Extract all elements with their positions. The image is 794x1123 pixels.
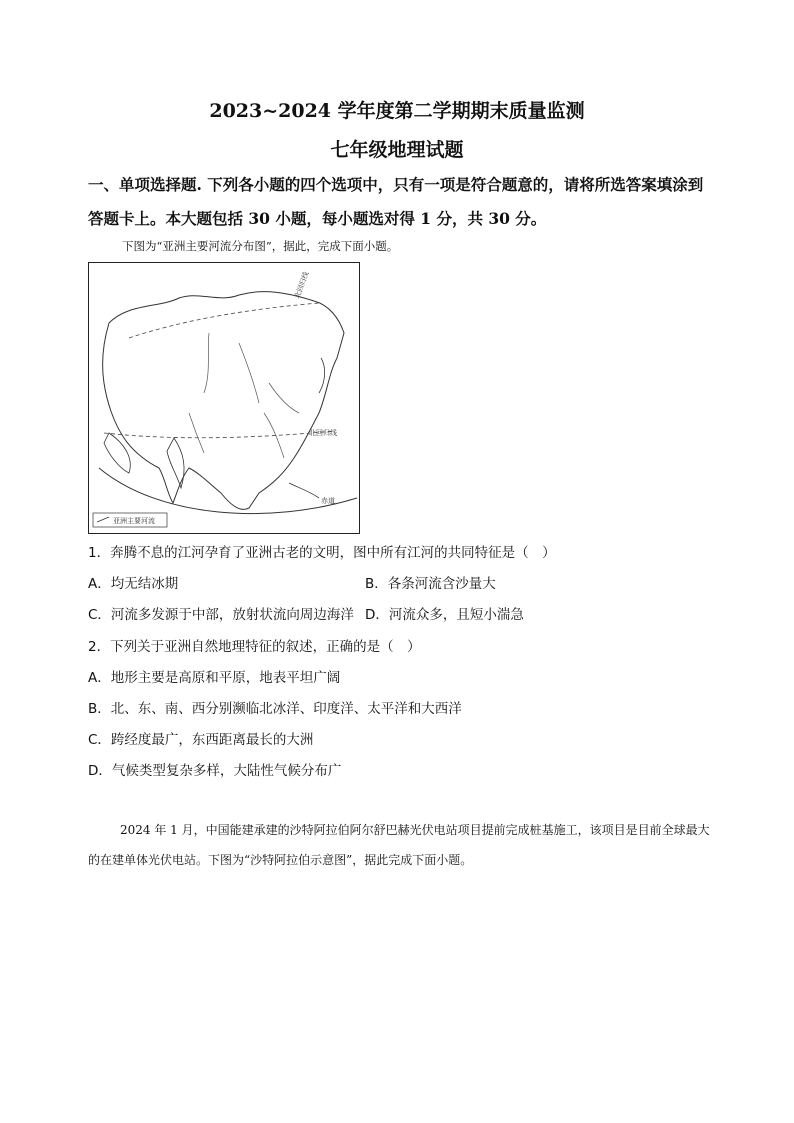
question-1-stem: 1．奔腾不息的江河孕育了亚洲古老的文明，图中所有江河的共同特征是（ ） [88,545,556,561]
question-2-stem: 2．下列关于亚洲自然地理特征的叙述，正确的是（ ） [88,639,421,655]
arctic-label: 北回归线 [293,270,311,300]
equator-label: 赤道 [321,497,335,505]
river-1 [204,333,209,393]
q1-option-b: B．各条河流含沙量大 [365,576,496,592]
map-drawing [89,263,359,533]
q1-option-d: D．河流众多，且短小湍急 [365,607,524,623]
japan-outline [319,358,325,393]
q2-option-a: A．地形主要是高原和平原，地表平坦广阔 [88,670,341,686]
legend-label: 亚洲主要河流 [113,517,155,525]
q2-option-c: C．跨经度最广，东西距离最长的大洲 [88,732,314,748]
river-5 [189,413,204,453]
q2-option-d: D．气候类型复杂多样，大陆性气候分布广 [88,763,342,779]
q1-option-a: A．均无结冰期 [88,576,179,592]
q2-option-b: B．北、东、南、西分别濒临北冰洋、印度洋、太平洋和大西洋 [88,701,462,717]
river-2 [239,343,259,403]
passage-intro: 2024 年 1 月，中国能建承建的沙特阿拉伯阿尔舒巴赫光伏电站项目提前完成桩基施工，该项目是目前全球最大的在建单体光伏电站。下图为“沙特阿拉伯示意图”，据此完成下面小题。 [88,823,710,867]
arctic-circle-line [129,303,319,338]
projection-arc [99,468,357,514]
section-heading: 一、单项选择题. 下列各小题的四个选项中，只有一项是符合题意的，请将所选答案填涂到答题卡上。本大题包括 30 小题，每小题选对得 1 分，共 30 分。 [88,175,704,228]
figure-intro: 下图为“亚洲主要河流分布图”，据此，完成下面小题。 [122,239,399,253]
arabia-outline [104,433,130,473]
island-outline [289,483,319,498]
exam-subtitle: 七年级地理试题 [330,139,464,161]
asia-river-map [88,262,360,534]
exam-title: 2023~2024 学年度第二学期期末质量监测 [209,100,585,122]
asia-coastline [103,292,344,510]
tropic-line [104,431,334,438]
tropic-label: 北回归线 [309,429,337,437]
q1-option-c: C．河流多发源于中部，放射状流向周边海洋 [88,607,354,623]
river-3 [269,383,299,413]
